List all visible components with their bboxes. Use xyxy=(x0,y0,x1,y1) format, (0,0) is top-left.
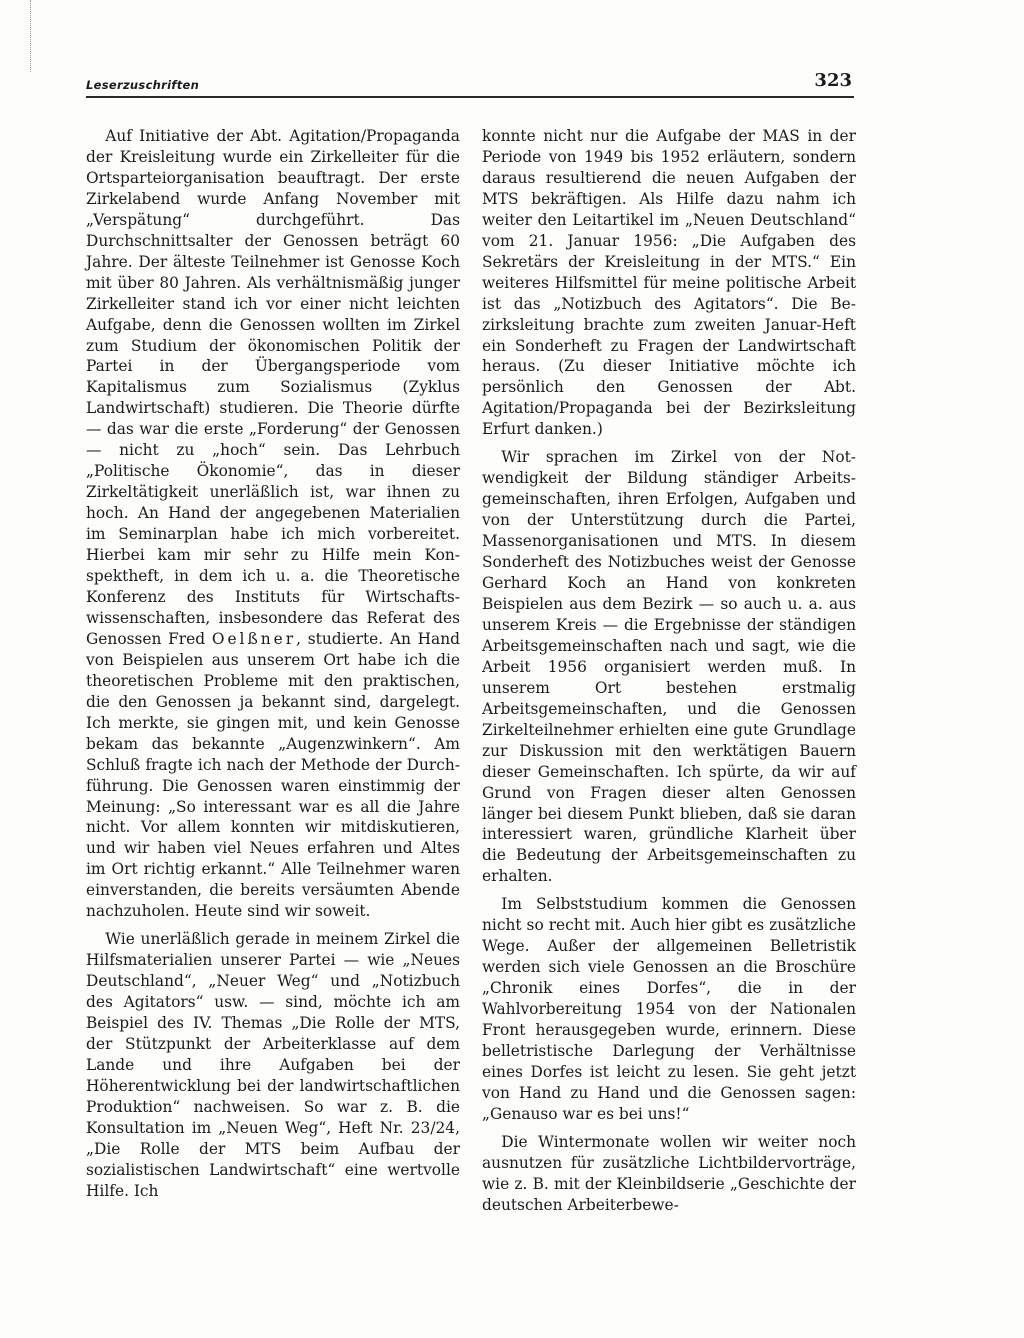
right-paragraph-2: Wir sprachen im Zirkel von der Notwendigkeit der Bildung ständiger Arbeitsgemeinschaften, ihren Erfolgen, Aufgaben und von der Unterstützung durch die Partei, Massenorganisationen und MTS. In diesem Sonderheft des Notizbuches weist der Genosse Gerhard Koch an Hand von konkreten Beispielen aus dem Bezirk — so auch u. a. aus unserem Kreis — die Ergebnisse der ständigen Arbeitsgemeinschaften nach und sagt, wie die Arbeit 1956 organisiert werden muß. In unserem Ort bestehen erstmalig Arbeitsgemeinschaften, und die Genossen Zirkelteilnehmer erhielten eine gute Grundlage zur Diskussion mit den werktätigen Bauern dieser Gemeinschaften. Ich spürte, da wir auf Grund von Fragen dieser alten Genossen länger bei diesem Punkt blieben, daß sie daran interessiert waren, gründliche Klarheit über die Bedeutung der Arbeitsgemeinschaften zu erhalten. xyxy=(482,448,856,886)
page-header xyxy=(86,70,852,96)
left-paragraph-1-part-b: , studierte. An Hand von Beispielen aus unserem Ort habe ich die theoretischen Probleme mit den praktischen, die den Genossen ja bekannt sind, dargelegt. Ich merkte, sie gingen mit, und kein Genosse bekam das bekannte „Augenzwinkern“. Am Schluß fragte ich nach der Methode der Durchführung. Die Genossen waren einstimmig der Meinung: „So interessant war es all die Jahre nicht. Vor allem konnten wir mitdiskutieren, und wir haben viel Neues erfahren und Altes im Ort richtig erkannt.“ Alle Teilnehmer waren einverstanden, die bereits versäumten Abende nachzuholen. Heute sind wir soweit. xyxy=(86,629,460,921)
header-rule xyxy=(86,96,854,98)
left-paragraph-1 xyxy=(86,126,460,922)
left-column xyxy=(86,126,460,1202)
author-name-spaced: Oelßner xyxy=(211,629,297,648)
binding-edge-mark xyxy=(30,0,37,72)
page-number: 323 xyxy=(814,70,852,91)
running-title: Leserzuschriften xyxy=(86,78,200,92)
left-paragraph-1-part-a: Auf Initiative der Abt. Agitation/Propaganda der Kreisleitung wurde ein Zirkelleiter für die Ortsparteiorganisation beauftragt. Der erste Zirkelabend wurde Anfang November mit „Verspätung“ durchgeführt. Das Durchschnittsalter der Genossen beträgt 60 Jahre. Der älteste Teilnehmer ist Genosse Koch mit über 80 Jahren. Als verhältnismäßig junger Zirkelleiter stand ich vor einer nicht leichten Aufgabe, denn die Genossen wollten im Zirkel zum Studium der ökonomischen Politik der Partei in der Übergangsperiode vom Kapitalismus zum Sozialismus (Zyklus Landwirtschaft) studieren. Die Theorie dürfte — das war die erste „Forderung“ der Genossen — nicht zu „hoch“ sein. Das Lehrbuch „Politische Ökonomie“, das in dieser Zirkeltätigkeit unerläßlich ist, war ihnen zu hoch. An Hand der angegebenen Materialien im Seminarplan habe ich mich vorbereitet. Hierbei kam mir sehr zu Hilfe mein Konspektheft, in dem ich u. a. die Theoretische Konferenz des Instituts für Wirtschaftswissenschaften, insbesondere das Referat des Genossen Fred xyxy=(86,127,460,648)
right-paragraph-3: Im Selbststudium kommen die Genossen nicht so recht mit. Auch hier gibt es zusätzliche Wege. Außer der allgemeinen Belletristik werden sich viele Genossen an die Broschüre „Chronik eines Dorfes“, die in der Wahlvorbereitung 1954 von der Nationalen Front herausgegeben wurde, erinnern. Diese belletristische Darlegung der Verhältnisse eines Dorfes ist leicht zu lesen. Sie geht jetzt von Hand zu Hand und die Genossen sagen: „Genauso war es bei uns!“ xyxy=(482,895,856,1123)
right-paragraph-1: konnte nicht nur die Aufgabe der MAS in der Periode von 1949 bis 1952 erläutern, sondern daraus resultierend die neuen Aufgaben der MTS bekräftigen. Als Hilfe dazu nahm ich weiter den Leitartikel im „Neuen Deutschland“ vom 21. Januar 1956: „Die Aufgaben des Sekretärs der Kreisleitung in der MTS.“ Ein weiteres Hilfsmittel für meine politische Arbeit ist das „Notizbuch des Agitators“. Die Bezirksleitung brachte zum zweiten Januar-Heft ein Sonderheft zu Fragen der Landwirtschaft heraus. (Zu dieser Initiative möchte ich persönlich den Genossen der Abt. Agitation/Propaganda bei der Bezirksleitung Erfurt danken.) xyxy=(482,127,856,439)
right-column xyxy=(482,126,856,1216)
left-paragraph-2: Wie unerläßlich gerade in meinem Zirkel die Hilfsmaterialien unserer Partei — wie „Neues Deutschland“, „Neuer Weg“ und „Notizbuch des Agitators“ usw. — sind, möchte ich am Beispiel des IV. Themas „Die Rolle der MTS, der Stützpunkt der Arbeiterklasse auf dem Lande und ihre Aufgaben bei der Höherentwicklung bei der landwirtschaftlichen Produktion“ nachweisen. So war z. B. die Konsultation im „Neuen Weg“, Heft Nr. 23/24, „Die Rolle der MTS beim Aufbau der sozialistischen Landwirtschaft“ eine wertvolle Hilfe. Ich xyxy=(86,930,460,1200)
right-paragraph-4: Die Wintermonate wollen wir weiter noch ausnutzen für zusätzliche Lichtbildervorträge, wie z. B. mit der Kleinbildserie „Geschichte der deutschen Arbeiterbewe- xyxy=(482,1132,856,1214)
